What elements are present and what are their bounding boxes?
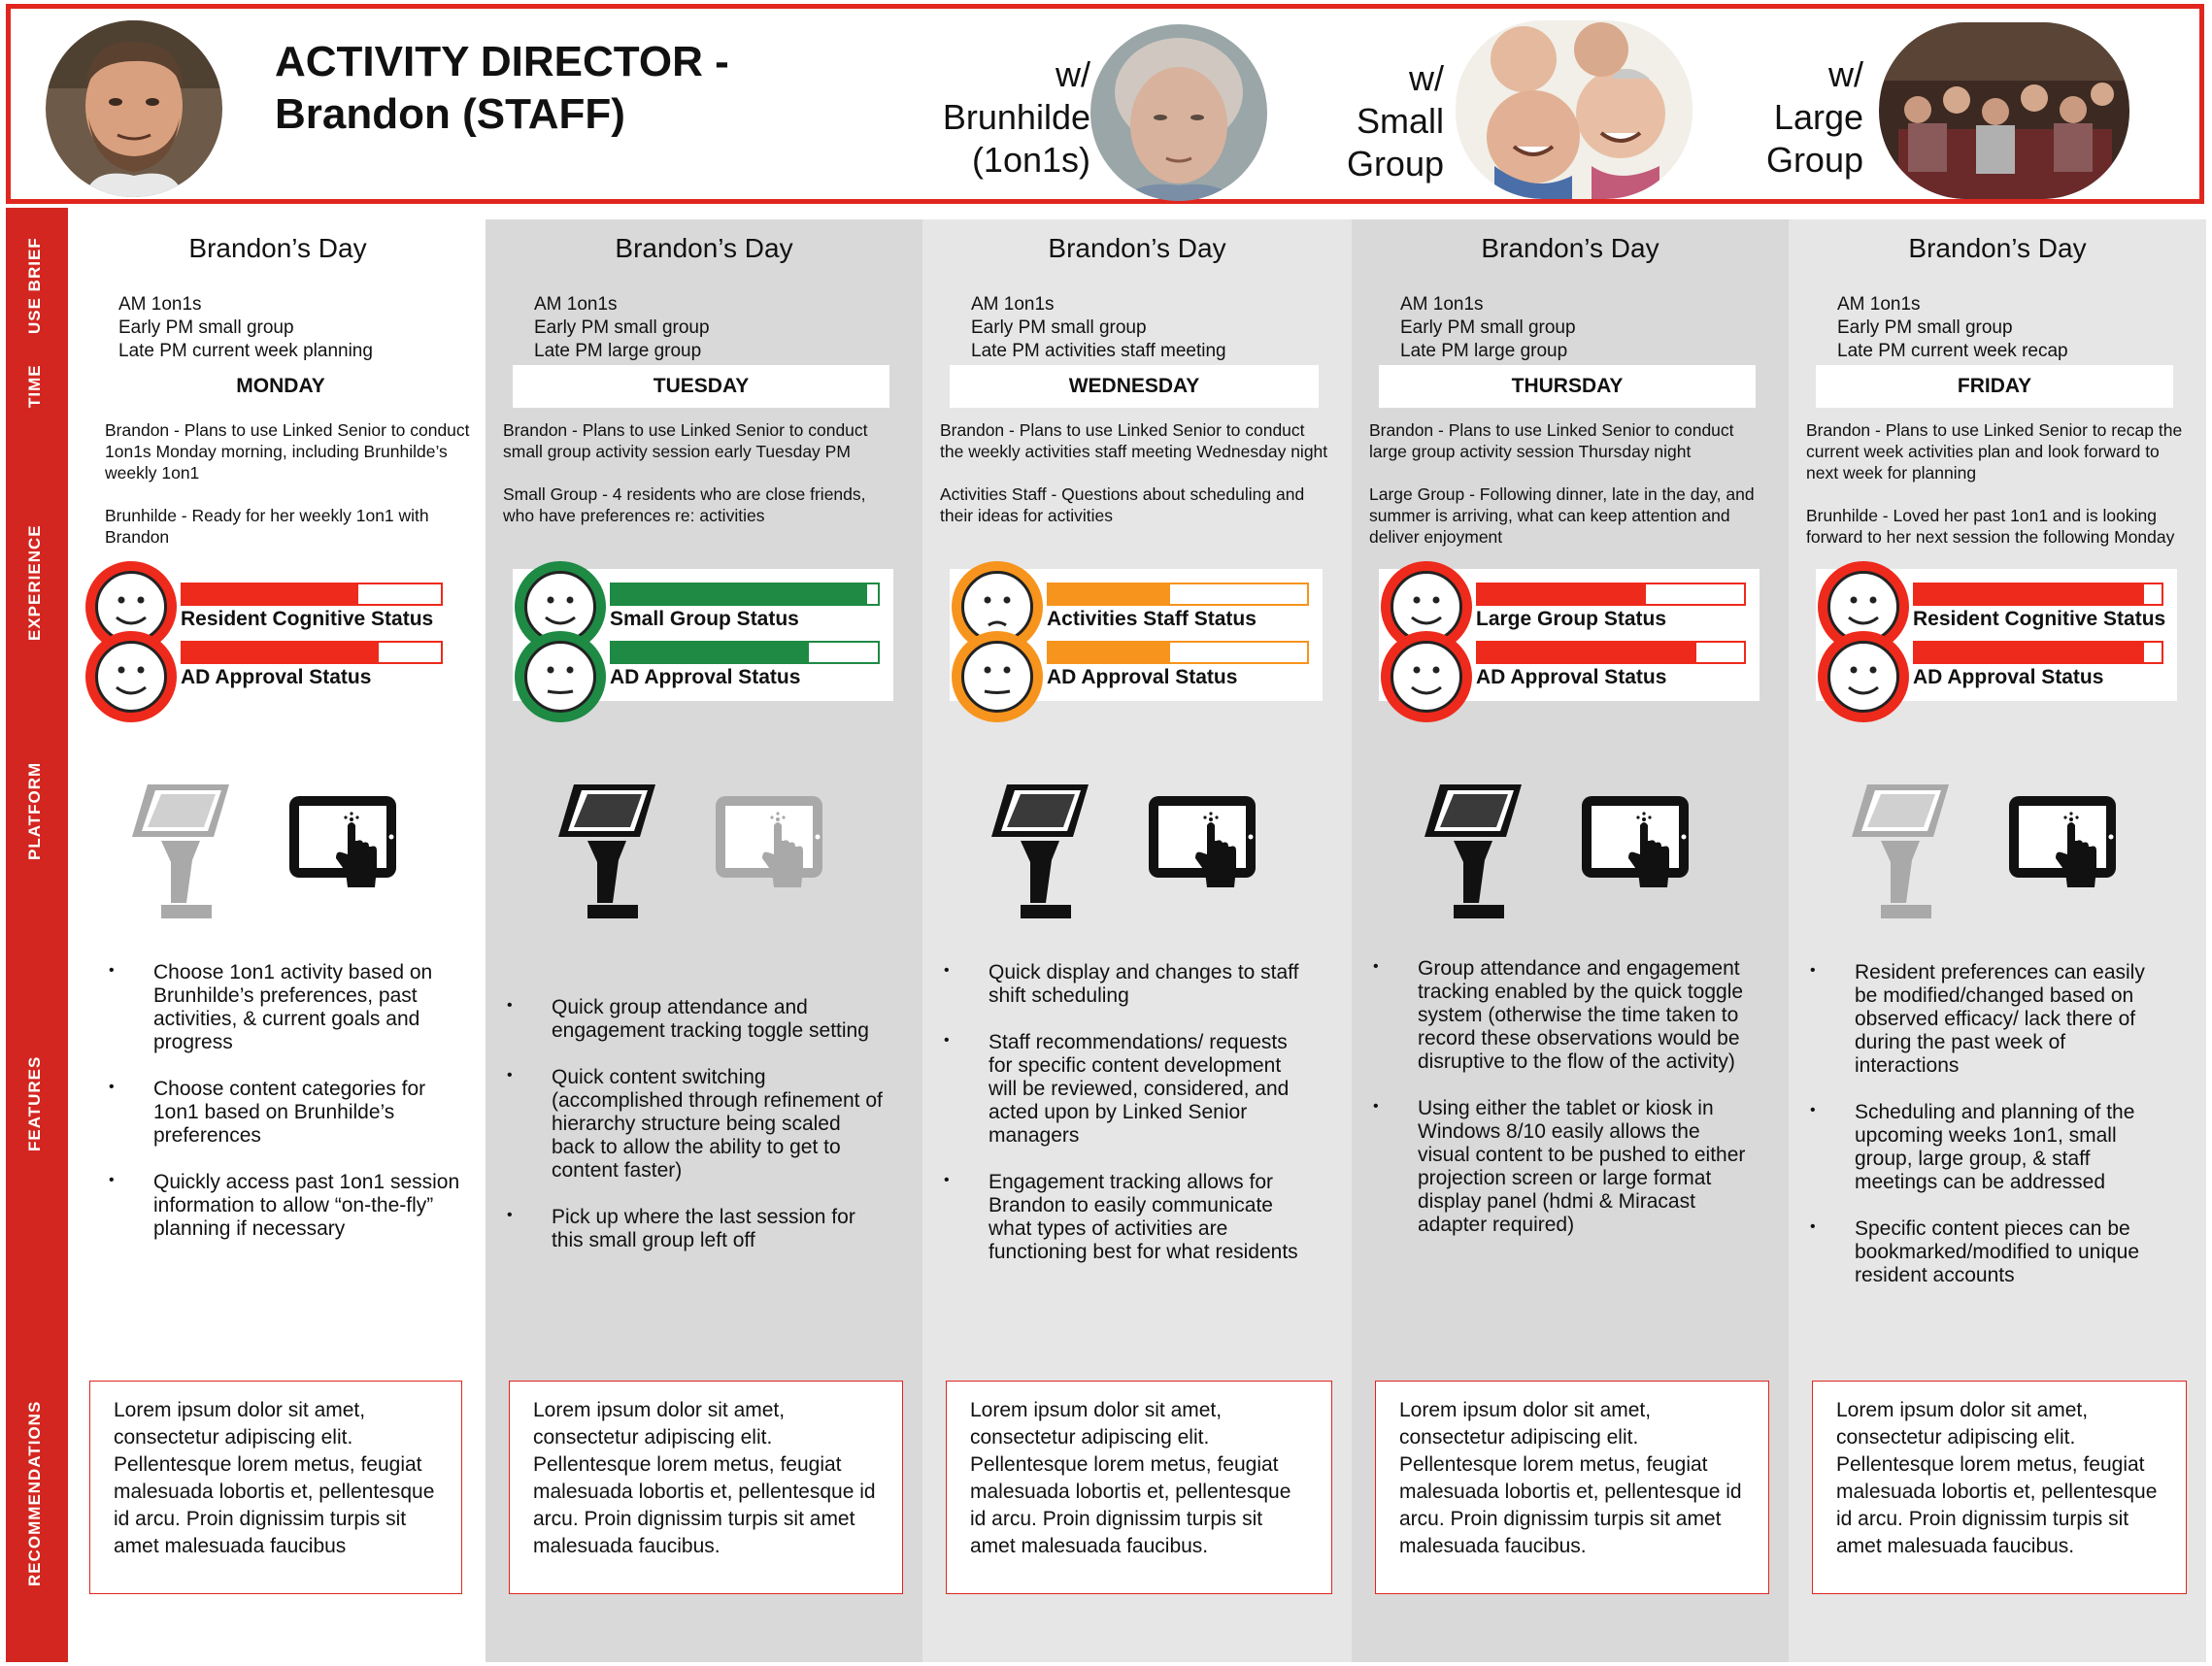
status-bar: [181, 641, 443, 664]
schedule-item: AM 1on1s: [1400, 294, 1484, 315]
brunhilde-avatar: [1090, 24, 1267, 201]
rail-text: PLATFORM: [25, 761, 44, 860]
persona-line: Brunhilde: [942, 97, 1090, 137]
feature-item: • Quick content switching (accomplished through refinement of hierarchy structure being scaled back to allow the ability to get to content faster): [507, 1066, 886, 1183]
status-bar-fill: [1049, 643, 1170, 662]
status-bar-fill: [1915, 584, 2144, 604]
status-bar: [1913, 583, 2163, 606]
tablet-icon: [287, 790, 402, 902]
day-column-thursday: [1352, 219, 1789, 1662]
narrative-paragraph: Brandon - Plans to use Linked Senior to conduct small group activity session early Tuesday PM: [503, 420, 868, 461]
status-bar: [1476, 583, 1746, 606]
feature-item: • Choose content categories for 1on1 based on Brunhilde’s preferences: [109, 1078, 466, 1148]
status-bar-fill: [1915, 643, 2144, 662]
platform-devices: [922, 783, 1352, 909]
features-list: [1810, 961, 2169, 1311]
schedule-item: AM 1on1s: [971, 294, 1055, 315]
narrative-paragraph: Brandon - Plans to use Linked Senior to conduct 1on1s Monday morning, including Brunhilde’s weekly 1on1: [105, 420, 470, 483]
day-name: TUESDAY: [513, 365, 889, 408]
day-column-monday: [70, 219, 486, 1662]
feature-item: • Staff recommendations/ requests for specific content development will be reviewed, considered, and acted upon by Linked Senior managers: [944, 1031, 1315, 1148]
mood-face-icon: [952, 631, 1043, 722]
kiosk-icon: [991, 777, 1092, 927]
status-bar-fill: [1478, 643, 1696, 662]
tablet-icon: [1580, 790, 1694, 902]
day-name: WEDNESDAY: [950, 365, 1319, 408]
schedule-item: Late PM activities staff meeting: [971, 341, 1226, 361]
mood-face-icon: [1818, 631, 1909, 722]
kiosk-icon: [558, 777, 659, 927]
title-line-2: Brandon (STAFF): [275, 90, 625, 138]
status-label: Activities Staff Status: [1047, 608, 1257, 630]
persona-line: Small: [1356, 101, 1444, 141]
rail-text: USE BRIEF: [25, 237, 44, 334]
small-group-photo: [1456, 20, 1693, 199]
header-banner: [6, 4, 2204, 204]
feature-item: • Group attendance and engagement tracking enabled by the quick toggle system (otherwise the time taken to record these observations would be disruptive to the flow of the activity): [1373, 957, 1752, 1074]
day-schedule: [1837, 293, 2068, 363]
status-bar: [1047, 583, 1309, 606]
status-bar-fill: [183, 643, 379, 662]
narrative-paragraph: Brandon - Plans to use Linked Senior to conduct the weekly activities staff meeting Wednesday night: [940, 420, 1328, 461]
tablet-icon: [2007, 790, 2122, 902]
narrative-paragraph: Small Group - 4 residents who are close friends, who have preferences re: activities: [503, 484, 866, 525]
persona-large-group-label: [1727, 53, 1863, 182]
platform-devices: [70, 783, 486, 909]
day-title: Brandon’s Day: [188, 233, 367, 263]
schedule-item: AM 1on1s: [1837, 294, 1921, 315]
platform-devices: [1352, 783, 1789, 909]
status-panel: [84, 569, 456, 701]
status-label: AD Approval Status: [1913, 666, 2104, 688]
status-label: AD Approval Status: [1047, 666, 1238, 688]
status-bar-fill: [183, 584, 358, 604]
status-label: AD Approval Status: [610, 666, 801, 688]
schedule-item: Late PM current week recap: [1837, 341, 2068, 361]
status-label: AD Approval Status: [181, 666, 372, 688]
persona-line: Group: [1765, 140, 1863, 180]
mood-face-icon: [85, 631, 177, 722]
status-bar: [610, 583, 880, 606]
rail-text: FEATURES: [25, 1055, 44, 1151]
features-list: [1373, 957, 1752, 1260]
rail-text: TIME: [25, 364, 44, 408]
section-rail: [6, 208, 68, 1662]
mood-face-icon: [1381, 631, 1472, 722]
page-title: [275, 36, 729, 141]
status-panel: [513, 569, 893, 701]
day-name: FRIDAY: [1816, 365, 2173, 408]
persona-brunhilde-label: [916, 53, 1090, 182]
feature-item: • Quick display and changes to staff shift scheduling: [944, 961, 1315, 1008]
feature-item: • Quickly access past 1on1 session information to allow “on-the-fly” planning if necessary: [109, 1171, 466, 1241]
status-label: Resident Cognitive Status: [181, 608, 434, 630]
day-column-friday: [1789, 219, 2206, 1662]
feature-item: • Scheduling and planning of the upcoming weeks 1on1, small group, large group, & staff meetings can be addressed: [1810, 1101, 2169, 1194]
brandon-avatar: [46, 20, 222, 197]
day-column-tuesday: [486, 219, 922, 1662]
status-bar-fill: [1049, 584, 1170, 604]
status-bar-fill: [1478, 584, 1646, 604]
persona-line: (1on1s): [971, 140, 1090, 180]
day-name: THURSDAY: [1379, 365, 1756, 408]
experience-narrative: [1369, 419, 1767, 569]
status-label: Large Group Status: [1476, 608, 1667, 630]
experience-narrative: [940, 419, 1330, 548]
narrative-paragraph: Brandon - Plans to use Linked Senior to recap the current week activities plan and look forward to next week for planning: [1806, 420, 2183, 483]
persona-line: Group: [1346, 144, 1444, 183]
schedule-item: Early PM small group: [971, 317, 1147, 338]
recommendation-box: Lorem ipsum dolor sit amet, consectetur adipiscing elit. Pellentesque lorem metus, feugiat malesuada lobortis et, pellentesque id arcu. Proin dignissim turpis sit amet malesuada faucibus: [89, 1381, 462, 1594]
feature-item: • Resident preferences can easily be modified/changed based on observed efficacy/ lack there of during the past week of interactions: [1810, 961, 2169, 1078]
narrative-paragraph: Brunhilde - Loved her past 1on1 and is looking forward to her next session the following Monday: [1806, 506, 2175, 547]
status-panel: [1379, 569, 1760, 701]
tablet-icon: [714, 790, 828, 902]
status-label: Resident Cognitive Status: [1913, 608, 2166, 630]
narrative-paragraph: Large Group - Following dinner, late in the day, and summer is arriving, what can keep attention and deliver enjoyment: [1369, 484, 1755, 547]
rail-text: EXPERIENCE: [25, 524, 44, 641]
persona-line: Large: [1773, 97, 1863, 137]
status-bar-fill: [612, 584, 867, 604]
status-label: AD Approval Status: [1476, 666, 1667, 688]
day-name: MONDAY: [236, 375, 325, 397]
schedule-item: Late PM large group: [534, 341, 702, 361]
status-bar: [1913, 641, 2163, 664]
kiosk-icon: [1852, 777, 1953, 927]
status-bar: [181, 583, 443, 606]
features-list: [944, 961, 1315, 1287]
rail-text: RECOMMENDATIONS: [25, 1400, 44, 1586]
persona-line: w/: [1409, 58, 1444, 98]
feature-item: • Specific content pieces can be bookmarked/modified to unique resident accounts: [1810, 1217, 2169, 1287]
day-title: Brandon’s Day: [615, 233, 793, 263]
platform-devices: [1789, 783, 2206, 909]
recommendation-box: Lorem ipsum dolor sit amet, consectetur adipiscing elit. Pellentesque lorem metus, feugiat malesuada lobortis et, pellentesque id arcu. Proin dignissim turpis sit amet malesuada faucibus.: [1375, 1381, 1769, 1594]
day-column-wednesday: [922, 219, 1352, 1662]
platform-devices: [486, 783, 922, 909]
kiosk-icon: [1424, 777, 1525, 927]
day-schedule: [118, 293, 373, 363]
persona-line: w/: [1828, 54, 1863, 94]
status-bar-fill: [612, 643, 809, 662]
schedule-item: AM 1on1s: [534, 294, 618, 315]
narrative-paragraph: Brandon - Plans to use Linked Senior to conduct large group activity session Thursday night: [1369, 420, 1734, 461]
schedule-item: Late PM current week planning: [118, 341, 373, 361]
day-title: Brandon’s Day: [1048, 233, 1226, 263]
status-label: Small Group Status: [610, 608, 799, 630]
feature-item: • Pick up where the last session for this small group left off: [507, 1206, 886, 1252]
large-group-photo: [1879, 22, 2129, 199]
feature-item: • Choose 1on1 activity based on Brunhilde’s preferences, past activities, & current goals and progress: [109, 961, 466, 1054]
status-panel: [950, 569, 1323, 701]
schedule-item: Early PM small group: [118, 317, 294, 338]
recommendation-box: Lorem ipsum dolor sit amet, consectetur adipiscing elit. Pellentesque lorem metus, feugiat malesuada lobortis et, pellentesque id arcu. Proin dignissim turpis sit amet malesuada faucibus.: [946, 1381, 1332, 1594]
feature-item: • Using either the tablet or kiosk in Windows 8/10 easily allows the visual content to be pushed to either projection screen or large format display panel (hdmi & Miracast adapter required): [1373, 1097, 1752, 1237]
narrative-paragraph: Brunhilde - Ready for her weekly 1on1 with Brandon: [105, 506, 429, 547]
mood-face-icon: [515, 631, 606, 722]
day-title: Brandon’s Day: [1481, 233, 1659, 263]
day-schedule: [971, 293, 1226, 363]
tablet-icon: [1147, 790, 1261, 902]
feature-item: • Engagement tracking allows for Brandon to easily communicate what types of activities are functioning best for what residents: [944, 1171, 1315, 1264]
schedule-item: Late PM large group: [1400, 341, 1568, 361]
day-title: Brandon’s Day: [1908, 233, 2087, 263]
schedule-item: Early PM small group: [1400, 317, 1576, 338]
recommendation-box: Lorem ipsum dolor sit amet, consectetur adipiscing elit. Pellentesque lorem metus, feugiat malesuada lobortis et, pellentesque id arcu. Proin dignissim turpis sit amet malesuada faucibus.: [1812, 1381, 2187, 1594]
kiosk-icon: [132, 777, 233, 927]
title-line-1: ACTIVITY DIRECTOR -: [275, 38, 729, 85]
schedule-item: Early PM small group: [1837, 317, 2013, 338]
status-bar: [1047, 641, 1309, 664]
recommendation-box: Lorem ipsum dolor sit amet, consectetur adipiscing elit. Pellentesque lorem metus, feugiat malesuada lobortis et, pellentesque id arcu. Proin dignissim turpis sit amet malesuada faucibus.: [509, 1381, 903, 1594]
schedule-item: Early PM small group: [534, 317, 710, 338]
persona-small-group-label: [1308, 57, 1444, 185]
features-list: [109, 961, 466, 1264]
experience-narrative: [1806, 419, 2185, 569]
narrative-paragraph: Activities Staff - Questions about scheduling and their ideas for activities: [940, 484, 1305, 525]
feature-item: • Quick group attendance and engagement tracking toggle setting: [507, 996, 886, 1043]
features-list: [507, 996, 886, 1276]
experience-narrative: [503, 419, 901, 548]
day-schedule: [1400, 293, 1576, 363]
status-panel: [1816, 569, 2177, 701]
experience-narrative: [105, 419, 482, 569]
day-schedule: [534, 293, 710, 363]
persona-line: w/: [1056, 54, 1090, 94]
status-bar: [610, 641, 880, 664]
schedule-item: AM 1on1s: [118, 294, 202, 315]
status-bar: [1476, 641, 1746, 664]
